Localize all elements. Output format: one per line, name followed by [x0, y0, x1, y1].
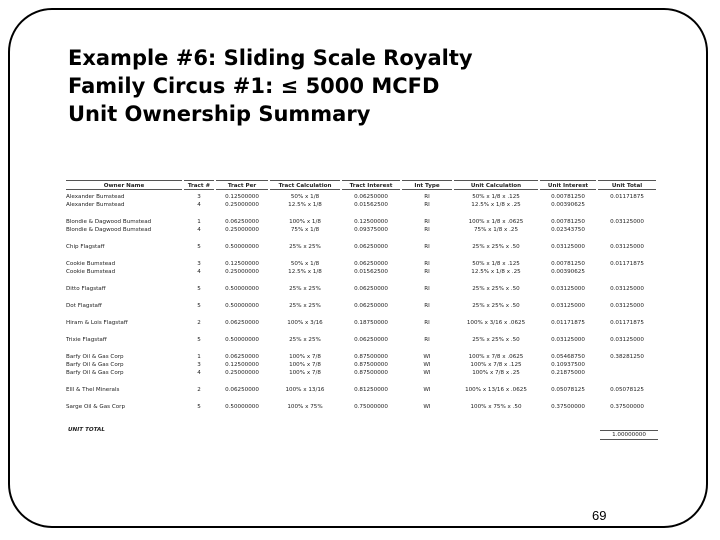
cell-tract-number: 5	[197, 337, 201, 343]
cell-unit-total: 0.03125000	[610, 303, 644, 309]
cell-tract-per: 0.50000000	[225, 303, 259, 309]
cell-int-type: RI	[424, 202, 430, 208]
cell-unit-interest: 0.21875000	[551, 370, 585, 376]
cell-int-type: RI	[424, 227, 430, 233]
cell-unit-calculation: 50% x 1/8 x .125	[472, 194, 520, 200]
cell-tract-number: 5	[197, 303, 201, 309]
cell-tract-interest: 0.06250000	[354, 194, 388, 200]
cell-tract-calculation: 12.5% x 1/8	[288, 202, 322, 208]
cell-int-type: RI	[424, 337, 430, 343]
header-tract-interest: Tract Interest	[342, 180, 400, 190]
cell-owner-name: Alexander Bumstead	[66, 194, 125, 200]
cell-tract-per: 0.06250000	[225, 219, 259, 225]
cell-int-type: WI	[423, 387, 431, 393]
cell-owner-name: Alexander Bumstead	[66, 202, 125, 208]
cell-owner-name: Barfy Oil & Gas Corp	[66, 370, 124, 376]
cell-tract-number: 5	[197, 286, 201, 292]
cell-unit-calculation: 100% x 1/8 x .0625	[468, 219, 524, 225]
cell-int-type: RI	[424, 244, 430, 250]
cell-tract-calculation: 50% x 1/8	[290, 261, 320, 267]
cell-tract-number: 2	[197, 387, 201, 393]
cell-tract-number: 1	[197, 219, 201, 225]
cell-tract-interest: 0.81250000	[354, 387, 388, 393]
cell-tract-interest: 0.87500000	[354, 370, 388, 376]
cell-unit-interest: 0.05468750	[551, 354, 585, 360]
cell-unit-interest: 0.01171875	[551, 320, 585, 326]
cell-tract-calculation: 100% x 7/8	[289, 370, 321, 376]
cell-tract-per: 0.12500000	[225, 362, 259, 368]
cell-owner-name: Barfy Oil & Gas Corp	[66, 362, 124, 368]
cell-unit-total	[598, 201, 656, 209]
header-unit-total: Unit Total	[598, 180, 656, 190]
cell-owner-name: Barfy Oil & Gas Corp	[66, 354, 124, 360]
cell-tract-calculation: 25% x 25%	[289, 303, 321, 309]
cell-tract-per: 0.25000000	[225, 370, 259, 376]
cell-owner-name: Cookie Bumstead	[66, 261, 116, 267]
cell-owner-name: Blondie & Dagwood Bumstead	[66, 227, 152, 233]
cell-owner-name: Chip Flagstaff	[66, 244, 105, 250]
cell-unit-interest: 0.03125000	[551, 244, 585, 250]
unit-total-value: 1.00000000	[600, 430, 658, 440]
cell-tract-calculation: 25% x 25%	[289, 286, 321, 292]
cell-tract-interest: 0.06250000	[354, 286, 388, 292]
cell-unit-total: 0.03125000	[610, 244, 644, 250]
cell-unit-calculation: 100% x 7/8 x .25	[472, 370, 520, 376]
cell-tract-number: 4	[197, 370, 201, 376]
cell-tract-calculation: 100% x 7/8	[289, 362, 321, 368]
cell-tract-calculation: 100% x 7/8	[289, 354, 321, 360]
cell-int-type: RI	[424, 286, 430, 292]
cell-owner-name: Blondie & Dagwood Bumstead	[66, 219, 152, 225]
title-line-2: Family Circus #1: ≤ 5000 MCFD	[68, 74, 440, 98]
cell-unit-total: 0.03125000	[610, 219, 644, 225]
cell-unit-calculation: 100% x 75% x .50	[470, 404, 522, 410]
cell-unit-calculation: 25% x 25% x .50	[472, 286, 520, 292]
cell-tract-interest: 0.09375000	[354, 227, 388, 233]
cell-owner-name: Trixie Flagstaff	[66, 337, 107, 343]
cell-unit-total	[598, 361, 656, 369]
cell-int-type: WI	[423, 404, 431, 410]
cell-tract-per: 0.12500000	[225, 194, 259, 200]
cell-unit-total: 0.05078125	[610, 387, 644, 393]
cell-owner-name: Hiram & Lois Flagstaff	[66, 320, 128, 326]
cell-tract-calculation: 25% x 25%	[289, 337, 321, 343]
cell-tract-per: 0.50000000	[225, 404, 259, 410]
cell-tract-interest: 0.06250000	[354, 244, 388, 250]
cell-tract-calculation: 100% x 75%	[287, 404, 323, 410]
cell-tract-number: 5	[197, 244, 201, 250]
cell-unit-total: 0.37500000	[610, 404, 644, 410]
title-line-1: Example #6: Sliding Scale Royalty	[68, 46, 473, 70]
cell-unit-interest: 0.02343750	[551, 227, 585, 233]
cell-tract-interest: 0.75000000	[354, 404, 388, 410]
title-line-3: Unit Ownership Summary	[68, 102, 371, 126]
ownership-table	[66, 180, 656, 442]
cell-tract-calculation: 75% x 1/8	[290, 227, 320, 233]
cell-unit-calculation: 25% x 25% x .50	[472, 303, 520, 309]
cell-tract-per: 0.50000000	[225, 337, 259, 343]
cell-tract-interest: 0.06250000	[354, 261, 388, 267]
cell-int-type: RI	[424, 219, 430, 225]
header-tract-calculation: Tract Calculation	[270, 180, 340, 190]
cell-owner-name: Ditto Flagstaff	[66, 286, 106, 292]
cell-tract-per: 0.25000000	[225, 269, 259, 275]
cell-unit-interest: 0.37500000	[551, 404, 585, 410]
cell-unit-interest: 0.00781250	[551, 194, 585, 200]
cell-unit-calculation: 12.5% x 1/8 x .25	[471, 269, 521, 275]
cell-unit-calculation: 25% x 25% x .50	[472, 337, 520, 343]
cell-unit-total	[598, 226, 656, 234]
header-unit-calculation: Unit Calculation	[454, 180, 538, 190]
cell-tract-number: 3	[197, 362, 201, 368]
cell-int-type: RI	[424, 303, 430, 309]
cell-tract-interest: 0.01562500	[354, 202, 388, 208]
cell-unit-total: 0.01171875	[610, 261, 644, 267]
cell-unit-interest: 0.00781250	[551, 219, 585, 225]
cell-tract-per: 0.25000000	[225, 227, 259, 233]
cell-tract-interest: 0.87500000	[354, 354, 388, 360]
cell-tract-number: 1	[197, 354, 201, 360]
cell-tract-per: 0.06250000	[225, 320, 259, 326]
cell-tract-number: 3	[197, 194, 201, 200]
cell-unit-calculation: 100% x 7/8 x .125	[470, 362, 522, 368]
cell-unit-calculation: 100% x 3/16 x .0625	[466, 320, 526, 326]
cell-int-type: WI	[423, 370, 431, 376]
cell-unit-calculation: 12.5% x 1/8 x .25	[471, 202, 521, 208]
cell-unit-total: 0.03125000	[610, 286, 644, 292]
cell-unit-calculation: 50% x 1/8 x .125	[472, 261, 520, 267]
header-owner-name: Owner Name	[66, 180, 182, 190]
cell-unit-total: 0.38281250	[610, 354, 644, 360]
cell-tract-calculation: 25% x 25%	[289, 244, 321, 250]
header-tract-per: Tract Per	[216, 180, 268, 190]
cell-unit-interest: 0.10937500	[551, 362, 585, 368]
cell-owner-name: Sarge Oil & Gas Corp	[66, 404, 126, 410]
cell-tract-interest: 0.06250000	[354, 303, 388, 309]
cell-int-type: RI	[424, 194, 430, 200]
header-unit-interest: Unit Interest	[540, 180, 596, 190]
cell-owner-name: Dot Flagstaff	[66, 303, 102, 309]
cell-tract-calculation: 50% x 1/8	[290, 194, 320, 200]
cell-tract-number: 4	[197, 269, 201, 275]
cell-tract-interest: 0.87500000	[354, 362, 388, 368]
cell-int-type: RI	[424, 269, 430, 275]
cell-tract-per: 0.12500000	[225, 261, 259, 267]
cell-owner-name: Elll & Thel Minerals	[66, 387, 120, 393]
cell-unit-total	[598, 268, 656, 276]
cell-tract-number: 4	[197, 227, 201, 233]
cell-unit-calculation: 100% x 13/16 x .0625	[465, 387, 527, 393]
cell-tract-number: 2	[197, 320, 201, 326]
cell-unit-interest: 0.03125000	[551, 337, 585, 343]
cell-tract-per: 0.06250000	[225, 354, 259, 360]
cell-unit-interest: 0.00390625	[551, 269, 585, 275]
cell-unit-total: 0.01171875	[610, 194, 644, 200]
cell-tract-interest: 0.12500000	[354, 219, 388, 225]
cell-tract-calculation: 100% x 3/16	[287, 320, 323, 326]
header-int-type: Int Type	[402, 180, 452, 190]
cell-int-type: WI	[423, 362, 431, 368]
slide-title	[68, 44, 628, 128]
cell-tract-calculation: 12.5% x 1/8	[288, 269, 322, 275]
cell-tract-interest: 0.18750000	[354, 320, 388, 326]
cell-unit-total	[598, 369, 656, 377]
cell-tract-number: 5	[197, 404, 201, 410]
cell-unit-calculation: 75% x 1/8 x .25	[473, 227, 519, 233]
cell-unit-total: 0.03125000	[610, 337, 644, 343]
cell-unit-interest: 0.05078125	[551, 387, 585, 393]
cell-tract-per: 0.50000000	[225, 286, 259, 292]
cell-unit-interest: 0.03125000	[551, 303, 585, 309]
page-number: 69	[592, 508, 607, 523]
header-tract-number: Tract #	[184, 180, 214, 190]
cell-unit-calculation: 100% x 7/8 x .0625	[468, 354, 524, 360]
cell-int-type: RI	[424, 261, 430, 267]
cell-unit-interest: 0.00781250	[551, 261, 585, 267]
cell-tract-per: 0.25000000	[225, 202, 259, 208]
cell-tract-calculation: 100% x 1/8	[289, 219, 321, 225]
cell-unit-interest: 0.00390625	[551, 202, 585, 208]
cell-tract-number: 4	[197, 202, 201, 208]
cell-unit-interest: 0.03125000	[551, 286, 585, 292]
cell-unit-calculation: 25% x 25% x .50	[472, 244, 520, 250]
cell-tract-per: 0.06250000	[225, 387, 259, 393]
cell-tract-per: 0.50000000	[225, 244, 259, 250]
cell-int-type: WI	[423, 354, 431, 360]
cell-tract-interest: 0.01562500	[354, 269, 388, 275]
unit-total-label: UNIT TOTAL	[68, 427, 105, 433]
cell-int-type: RI	[424, 320, 430, 326]
cell-owner-name: Cookie Bumstead	[66, 269, 116, 275]
cell-tract-calculation: 100% x 13/16	[285, 387, 325, 393]
cell-tract-interest: 0.06250000	[354, 337, 388, 343]
cell-unit-total: 0.01171875	[610, 320, 644, 326]
cell-tract-number: 3	[197, 261, 201, 267]
